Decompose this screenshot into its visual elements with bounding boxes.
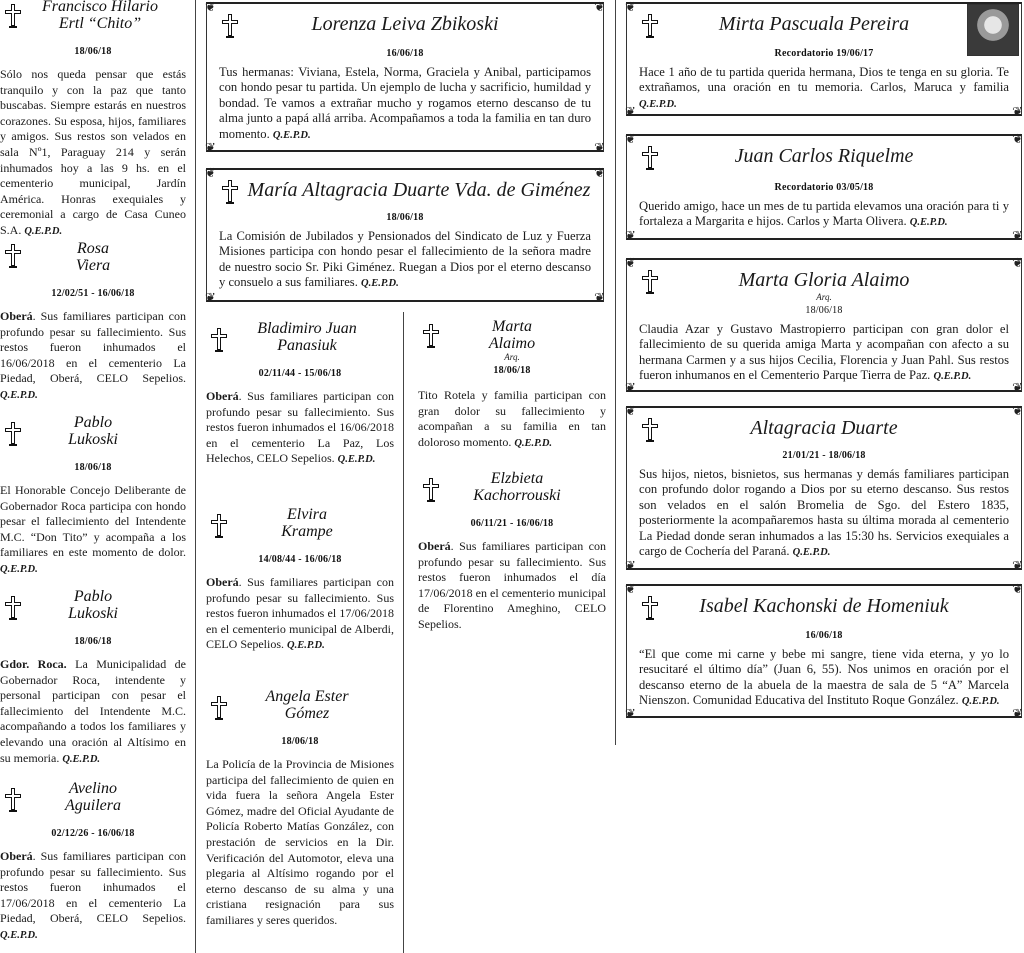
corner-ornament: ❦ bbox=[594, 0, 605, 14]
obituary-text bbox=[639, 65, 1009, 112]
name-line-1: Pablo bbox=[73, 588, 113, 605]
qepd-label: Q.E.P.D. bbox=[361, 278, 399, 290]
obituary-text bbox=[639, 467, 1009, 560]
name-line-2: Kachorrouski bbox=[473, 487, 561, 504]
obituary-name bbox=[206, 506, 394, 540]
name-line-1: Avelino bbox=[69, 780, 117, 797]
qepd-label: Q.E.P.D. bbox=[792, 547, 831, 559]
obituary-aguilera bbox=[0, 780, 186, 944]
obituary-name bbox=[206, 688, 394, 722]
corner-ornament: ❦ bbox=[625, 0, 636, 14]
obituary-date: 02/12/26 - 16/06/18 bbox=[51, 828, 135, 839]
cross-icon bbox=[2, 420, 24, 446]
column-divider bbox=[195, 0, 196, 953]
qepd-label: Q.E.P.D. bbox=[933, 371, 972, 383]
name-line-2: Lukoski bbox=[68, 605, 118, 622]
obituary-date: 21/01/21 - 18/06/18 bbox=[782, 450, 866, 461]
cross-icon bbox=[639, 594, 661, 620]
obituary-box-marta-gloria bbox=[625, 255, 1023, 395]
corner-ornament: ❦ bbox=[625, 380, 636, 395]
obituary-name: Altagracia Duarte bbox=[750, 417, 898, 439]
cross-icon bbox=[208, 326, 230, 352]
corner-ornament: ❦ bbox=[205, 0, 216, 14]
obituary-krampe bbox=[206, 506, 394, 654]
obituary-date: 16/06/18 bbox=[805, 630, 843, 641]
text-body: Sólo nos queda pensar que estás tranquilo y con la paz que tanto buscabas. Siempre estarás en nuestros corazones. Su esposa, hijos, familiares y amigos. Sus restos son velados en sala Nº1, Paraguay 214 y serán inhumados hoy a las 9 hs. en el cementerio municipal, Jardín América. Honras exequiales y ceremonial a cargo de Casa Cuneo S.A. bbox=[0, 67, 186, 237]
corner-ornament: ❦ bbox=[625, 131, 636, 146]
name-line-1: Marta bbox=[492, 318, 532, 335]
obituary-date: Recordatorio 19/06/17 bbox=[774, 48, 874, 59]
name-line-2: Aguilera bbox=[65, 797, 121, 814]
qepd-label: Q.E.P.D. bbox=[272, 129, 311, 141]
obituary-alaimo bbox=[418, 318, 606, 451]
obituary-name: María Altagracia Duarte Vda. de Giménez bbox=[247, 179, 591, 201]
name-line-2: Lukoski bbox=[68, 431, 118, 448]
obituary-text bbox=[639, 647, 1009, 710]
name-line-1: Francisco Hilario bbox=[42, 0, 158, 15]
qepd-label: Q.E.P.D. bbox=[337, 454, 376, 466]
obituary-name bbox=[418, 470, 606, 504]
obituary-text bbox=[206, 389, 394, 468]
obituary-box-lorenza bbox=[205, 0, 605, 155]
corner-ornament: ❦ bbox=[1012, 380, 1023, 395]
obituary-text bbox=[219, 229, 591, 292]
obituary-box-altagracia bbox=[625, 403, 1023, 573]
obituary-date: 18/06/18 bbox=[493, 365, 531, 376]
text-lead: Gdor. Roca. bbox=[0, 657, 67, 671]
corner-ornament: ❦ bbox=[205, 290, 216, 305]
obituary-text bbox=[0, 309, 186, 404]
name-line-1: Elvira bbox=[287, 506, 327, 523]
name-line-1: Pablo bbox=[73, 414, 113, 431]
obituary-date: 18/06/18 bbox=[74, 636, 112, 647]
corner-ornament: ❦ bbox=[205, 165, 216, 180]
obituary-title: Arq. bbox=[816, 292, 832, 302]
text-body: . Sus familiares participan con profundo pesar su fallecimiento. Sus restos fueron inhumados el 17/06/2018 en el cementerio La Piedad, Oberá, CELO Sepelios. bbox=[0, 849, 186, 926]
obituary-gomez bbox=[206, 688, 394, 929]
obituary-text bbox=[206, 575, 394, 654]
qepd-label: Q.E.P.D. bbox=[62, 753, 101, 765]
column-divider bbox=[615, 0, 616, 745]
obituary-text bbox=[206, 757, 394, 929]
cross-icon bbox=[208, 512, 230, 538]
qepd-label: Q.E.P.D. bbox=[24, 225, 63, 237]
obituary-name: Marta Gloria Alaimo bbox=[738, 269, 910, 291]
cross-icon bbox=[639, 416, 661, 442]
obituary-text bbox=[418, 539, 606, 633]
text-lead: Oberá bbox=[206, 575, 239, 589]
obituary-text bbox=[0, 483, 186, 578]
name-line-2: Viera bbox=[75, 257, 111, 274]
obituary-name bbox=[418, 318, 606, 352]
obituary-name bbox=[0, 0, 186, 32]
cross-icon bbox=[420, 322, 442, 348]
obituary-box-pereira bbox=[625, 0, 1023, 119]
obituary-ertl bbox=[0, 0, 186, 240]
obituary-name bbox=[0, 588, 186, 622]
text-body: La Policía de la Provincia de Misiones participa del fallecimiento de quien en vida fuera la señora Angela Ester Gómez, madre del Oficial Ayudante de Policía Roberto Matías González, con prestación de servicios en la Dir. Verificación del Automotor, eleva una plegaria al Altísimo rogando por el eterno descanso de su alma y una cristiana resignación para sus familiares y seres queridos. bbox=[206, 757, 394, 927]
corner-ornament: ❦ bbox=[625, 104, 636, 119]
obituary-date: 06/11/21 - 16/06/18 bbox=[470, 518, 554, 529]
text-body: Hace 1 año de tu partida querida hermana, Dios te tenga en su gloria. Te extrañamos, una oración en tu memoria. Carlos, Maruca y familia bbox=[639, 65, 1009, 95]
corner-ornament: ❦ bbox=[625, 706, 636, 721]
qepd-label: Q.E.P.D. bbox=[639, 98, 677, 110]
cross-icon bbox=[2, 242, 24, 268]
corner-ornament: ❦ bbox=[205, 140, 216, 155]
obituary-date: 18/06/18 bbox=[386, 212, 424, 223]
name-line-1: Bladimiro Juan bbox=[257, 320, 357, 337]
obituary-box-maria bbox=[205, 165, 605, 305]
obituary-text bbox=[0, 657, 186, 767]
obituary-text bbox=[0, 849, 186, 944]
obituary-name bbox=[0, 414, 186, 448]
cross-icon bbox=[639, 12, 661, 38]
text-lead: Oberá bbox=[206, 389, 239, 403]
obituary-date: 18/06/18 bbox=[281, 736, 319, 747]
obituary-box-homeniuk bbox=[625, 581, 1023, 721]
cross-icon bbox=[2, 2, 24, 28]
obituary-box-riquelme bbox=[625, 131, 1023, 243]
corner-ornament: ❦ bbox=[1012, 558, 1023, 573]
text-body: El Honorable Concejo Deliberante de Gobernador Roca participa con hondo pesar el fallecimiento del Intendente M.C. “Don Tito” y acompaña a los familiares en este momento de dolor. bbox=[0, 483, 186, 560]
text-body: Querido amigo, hace un mes de tu partida elevamos una oración para ti y fortaleza a Margarita e hijos. Carlos y Marta Olivera. bbox=[639, 199, 1009, 229]
obituary-name bbox=[0, 780, 186, 814]
obituary-panasiuk bbox=[206, 320, 394, 468]
cross-icon bbox=[639, 144, 661, 170]
obituary-name bbox=[0, 240, 186, 274]
text-body: . Sus familiares participan con profundo pesar su fallecimiento. Sus restos fueron inhumados el 16/06/2018 en el cementerio La Paz, Los Helechos, CELO Sepelios. bbox=[206, 389, 394, 466]
text-body: La Municipalidad de Gobernador Roca, intendente y personal participan con pesar el fallecimiento del Intendente M.C. acompañando a todos los familiares y elevando una oración al Altísimo en su memoria. bbox=[0, 657, 187, 765]
obituary-name: Isabel Kachonski de Homeniuk bbox=[699, 595, 949, 617]
cross-icon bbox=[208, 694, 230, 720]
obituary-text bbox=[418, 388, 606, 451]
obituary-name bbox=[206, 320, 394, 354]
name-line-2: Ertl “Chito” bbox=[58, 15, 142, 32]
name-line-2: Gómez bbox=[284, 705, 330, 722]
corner-ornament: ❦ bbox=[594, 140, 605, 155]
obituary-title: Arq. bbox=[504, 352, 520, 362]
text-body: La Comisión de Jubilados y Pensionados del Sindicato de Luz y Fuerza Misiones participa con hondo pesar el fallecimiento de la señora madre de nuestro socio Sr. Piki Giménez. Ruegan a Dios por el eterno descanso y consuelo a sus familiares. bbox=[219, 229, 591, 290]
portrait-photo bbox=[967, 4, 1019, 56]
obituary-text bbox=[639, 199, 1009, 231]
qepd-label: Q.E.P.D. bbox=[0, 389, 38, 401]
obituary-date: Recordatorio 03/05/18 bbox=[774, 182, 874, 193]
corner-ornament: ❦ bbox=[625, 228, 636, 243]
corner-ornament: ❦ bbox=[1012, 255, 1023, 270]
corner-ornament: ❦ bbox=[1012, 131, 1023, 146]
cross-icon bbox=[2, 594, 24, 620]
cross-icon bbox=[219, 178, 241, 204]
text-body: Tito Rotela y familia participan con gran dolor su fallecimiento y acompañan a su familia en tan doloroso momento. bbox=[418, 388, 606, 449]
obituary-kachorrouski bbox=[418, 470, 606, 633]
name-line-1: Rosa bbox=[77, 240, 109, 257]
text-lead: Oberá bbox=[418, 539, 451, 553]
text-body: . Sus familiares participan con profundo pesar su fallecimiento. Sus restos fueron inhumados el 17/06/2018 en el cementerio municipal de Alberdi, CELO Sepelios. bbox=[206, 575, 394, 652]
obituary-viera bbox=[0, 240, 186, 404]
text-body: “El que come mi carne y bebe mi sangre, tiene vida eterna, y yo lo resucitaré el último día” (Juan 6, 55). Nos unimos en oración por el descanso eterno de la abuela de la maestra de sala de 5 “A” Marcela Nienszon. Comunidad Educativa del Instituto Roque González. bbox=[639, 647, 1009, 708]
qepd-label: Q.E.P.D. bbox=[0, 563, 38, 575]
obituary-date: 18/06/18 bbox=[805, 305, 843, 316]
obituary-date: 16/06/18 bbox=[386, 48, 424, 59]
name-line-2: Alaimo bbox=[488, 335, 536, 352]
text-body: . Sus familiares participan con profundo pesar su fallecimiento. Sus restos fueron inhumados el día 17/06/2018 en el cementerio municipal de Florentino Ameghino, CELO Sepelios. bbox=[418, 539, 606, 631]
name-line-2: Panasiuk bbox=[277, 337, 337, 354]
corner-ornament: ❦ bbox=[625, 558, 636, 573]
cross-icon bbox=[2, 786, 24, 812]
obituary-date: 14/08/44 - 16/06/18 bbox=[258, 554, 342, 565]
column-divider bbox=[403, 312, 404, 953]
name-line-1: Elzbieta bbox=[490, 470, 544, 487]
corner-ornament: ❦ bbox=[594, 290, 605, 305]
corner-ornament: ❦ bbox=[1012, 581, 1023, 596]
text-body: Claudia Azar y Gustavo Mastropierro participan con gran dolor el fallecimiento de su querida amiga Marta y acompañan con afecto a su hermana Carmen y a sus hijos Cecilia, Florencia y Juan Pahl. Sus restos fueron inhumanos en el Cementerio Parque Tierra de Paz. bbox=[639, 322, 1009, 383]
qepd-label: Q.E.P.D. bbox=[287, 640, 325, 652]
qepd-label: Q.E.P.D. bbox=[0, 929, 38, 941]
obituary-date: 02/11/44 - 15/06/18 bbox=[258, 368, 342, 379]
corner-ornament: ❦ bbox=[625, 581, 636, 596]
obituary-date: 18/06/18 bbox=[74, 46, 112, 57]
text-lead: Oberá bbox=[0, 309, 33, 323]
obituary-text bbox=[0, 67, 186, 240]
corner-ornament: ❦ bbox=[1012, 228, 1023, 243]
text-lead: Oberá bbox=[0, 849, 33, 863]
qepd-label: Q.E.P.D. bbox=[961, 696, 1000, 708]
obituary-date: 12/02/51 - 16/06/18 bbox=[51, 288, 135, 299]
obituary-text bbox=[639, 322, 1009, 385]
cross-icon bbox=[219, 12, 241, 38]
name-line-2: Krampe bbox=[281, 523, 333, 540]
obituary-text bbox=[219, 65, 591, 143]
corner-ornament: ❦ bbox=[1012, 403, 1023, 418]
corner-ornament: ❦ bbox=[625, 255, 636, 270]
corner-ornament: ❦ bbox=[1012, 706, 1023, 721]
text-body: Sus hijos, nietos, bisnietos, sus hermanas y demás familiares participan con profundo dolor rogando a Dios por su eterno descanso. Sus restos son velados en el salón Bromelia de Sgo. del Estero 1835, posteriormente la acompañaremos hasta su última morada al cementerio La Piedad donde seran inhumados a las 15:30 hs. Servicios exequiales a cargo de Cochería del Paraná. bbox=[639, 467, 1009, 559]
text-body: Tus hermanas: Viviana, Estela, Norma, Graciela y Anibal, participamos con hondo pesar tu partida. Un ejemplo de lucha y sacrificio, humildad y bondad. Te vamos a extrañar mucho y rogamos eterno descanso de tu alma junto a papá allá arriba. Acompañamos a toda la familia en tan duro momento. bbox=[219, 65, 591, 141]
obituary-name: Mirta Pascuala Pereira bbox=[718, 13, 910, 35]
name-line-1: Angela Ester bbox=[265, 688, 349, 705]
obituary-lukoski-1 bbox=[0, 414, 186, 578]
obituary-name: Juan Carlos Riquelme bbox=[734, 145, 914, 167]
cross-icon bbox=[639, 268, 661, 294]
obituary-lukoski-2 bbox=[0, 588, 186, 767]
cross-icon bbox=[420, 476, 442, 502]
text-body: . Sus familiares participan con profundo pesar su fallecimiento. Sus restos fueron inhumados el 16/06/2018 en el cementerio La Piedad, Oberá, CELO Sepelios. bbox=[0, 309, 186, 386]
corner-ornament: ❦ bbox=[594, 165, 605, 180]
qepd-label: Q.E.P.D. bbox=[514, 437, 553, 449]
obituary-date: 18/06/18 bbox=[74, 462, 112, 473]
corner-ornament: ❦ bbox=[1012, 104, 1023, 119]
obituary-name: Lorenza Leiva Zbikoski bbox=[311, 13, 499, 35]
qepd-label: Q.E.P.D. bbox=[909, 217, 948, 229]
corner-ornament: ❦ bbox=[625, 403, 636, 418]
